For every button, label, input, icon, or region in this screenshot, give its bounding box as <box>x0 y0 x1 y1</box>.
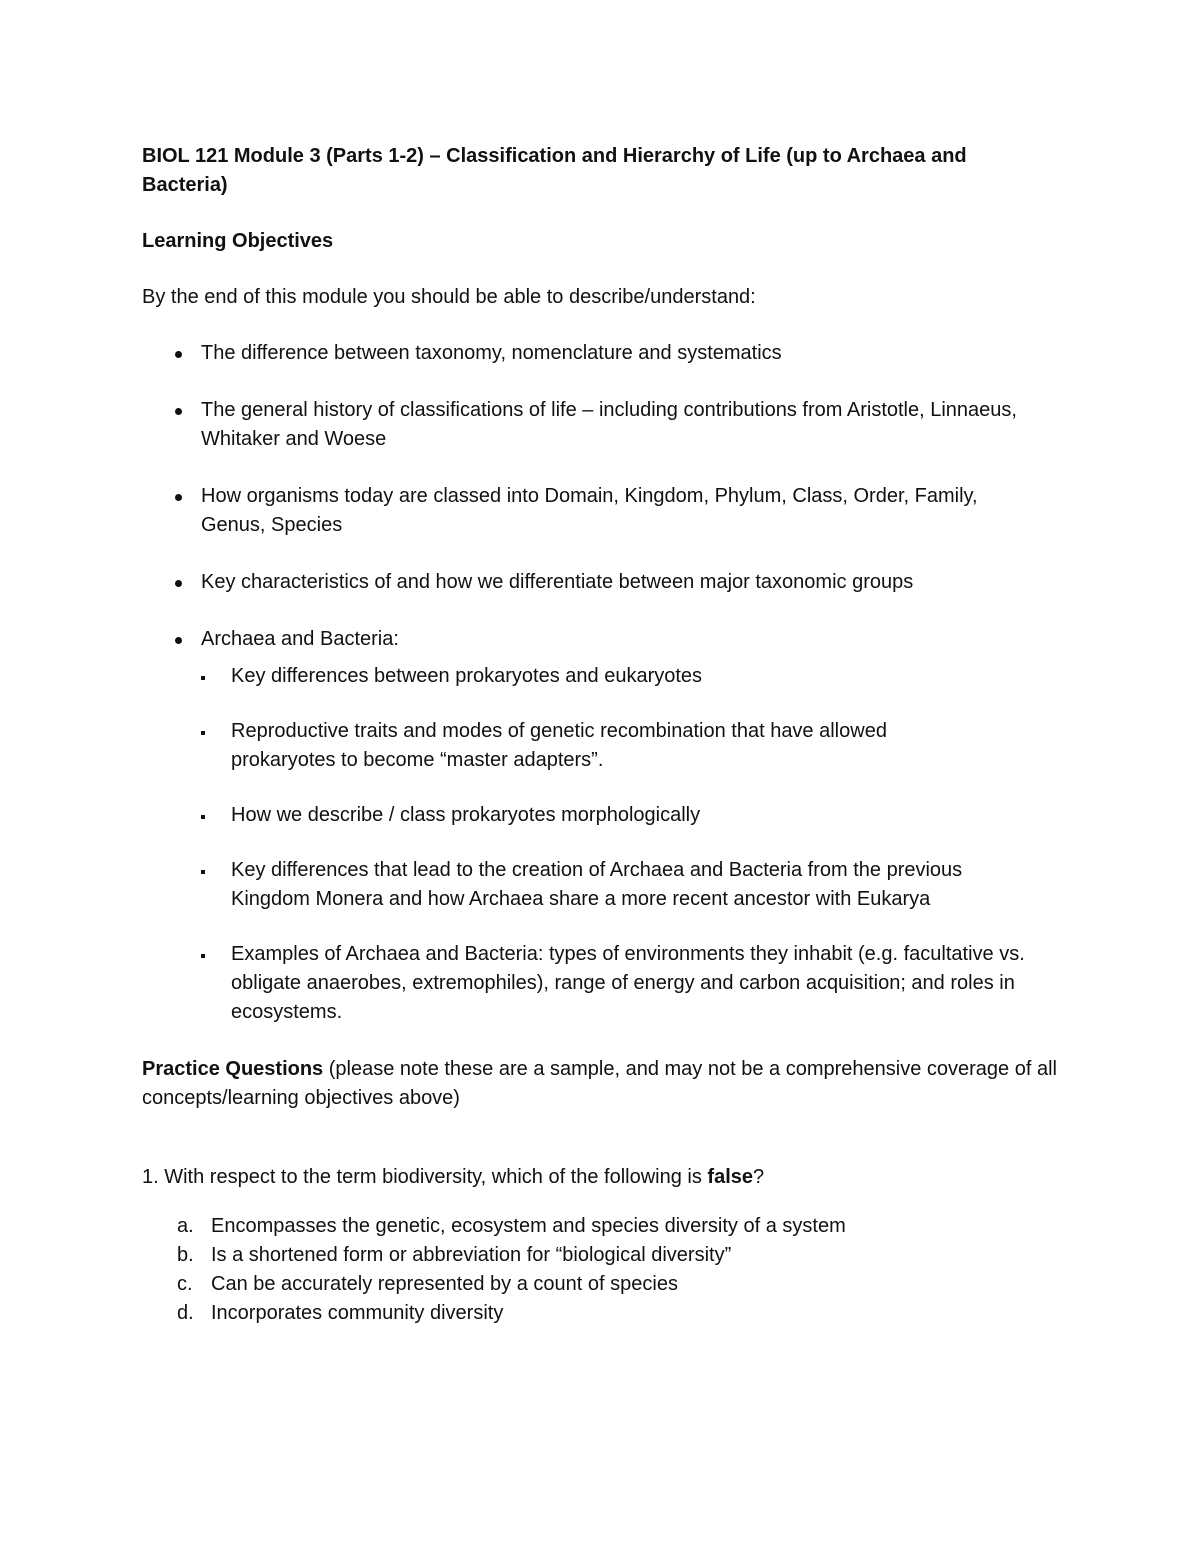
question-1 <box>142 1163 1072 1192</box>
document-page <box>142 142 1072 1328</box>
title-line-1: BIOL 121 Module 3 (Parts 1-2) – Classification and Hierarchy of Life (up to Archaea and <box>142 145 967 167</box>
objectives-list <box>142 339 1072 1027</box>
sub-objective-item <box>201 717 1072 775</box>
objective-item <box>142 625 1072 1027</box>
objective-item <box>142 482 1072 540</box>
objective-text: Key characteristics of and how we differentiate between major taxonomic groups <box>201 571 914 593</box>
square-bullet-icon <box>201 954 205 958</box>
sub-objective-text: Key differences that lead to the creation of Archaea and Bacteria from the previous Kingdom Monera and how Archaea share a more recent ancestor with Eukarya <box>231 859 963 910</box>
bullet-icon <box>175 580 182 587</box>
question-suffix: ? <box>753 1166 765 1188</box>
practice-intro <box>142 1055 1072 1113</box>
answer-letter: c. <box>177 1273 193 1295</box>
answer-list <box>142 1212 1072 1328</box>
sub-objectives-list <box>201 662 1072 1027</box>
document-title <box>142 142 1072 200</box>
objective-text: Archaea and Bacteria: <box>201 628 399 650</box>
answer-option-d <box>142 1299 1072 1328</box>
objective-text: The difference between taxonomy, nomenclature and systematics <box>201 342 782 364</box>
objective-text: How organisms today are classed into Domain, Kingdom, Phylum, Class, Order, Family, Genus, Species <box>201 485 978 536</box>
answer-option-b <box>142 1241 1072 1270</box>
sub-objective-item <box>201 662 1072 691</box>
answer-text: Is a shortened form or abbreviation for “biological diversity” <box>211 1244 732 1266</box>
bullet-icon <box>175 408 182 415</box>
answer-text: Incorporates community diversity <box>211 1302 504 1324</box>
question-prefix: 1. With respect to the term biodiversity, which of the following is <box>142 1166 708 1188</box>
objective-text: The general history of classifications of life – including contributions from Aristotle, Linnaeus, Whitaker and Woese <box>201 399 1017 450</box>
objectives-heading: Learning Objectives <box>142 230 334 252</box>
answer-letter: d. <box>177 1302 194 1324</box>
practice-note: (please note these are a sample, and may not be a comprehensive coverage of all concepts/learning objectives above) <box>142 1058 1057 1109</box>
practice-heading: Practice Questions <box>142 1058 324 1080</box>
answer-text: Encompasses the genetic, ecosystem and species diversity of a system <box>211 1215 846 1237</box>
bullet-icon <box>175 494 182 501</box>
sub-objective-item <box>201 940 1072 1027</box>
answer-text: Can be accurately represented by a count of species <box>211 1273 678 1295</box>
square-bullet-icon <box>201 676 205 680</box>
sub-objective-text: Reproductive traits and modes of genetic recombination that have allowed prokaryotes to become “master adapters”. <box>231 720 887 771</box>
intro-text: By the end of this module you should be able to describe/understand: <box>142 286 756 308</box>
sub-objective-text: Examples of Archaea and Bacteria: types of environments they inhabit (e.g. facultative vs. obligate anaerobes, extremophiles), range of energy and carbon acquisition; and roles in ecosystems. <box>231 943 1025 1023</box>
answer-option-c <box>142 1270 1072 1299</box>
answer-letter: b. <box>177 1244 194 1266</box>
bullet-icon <box>175 351 182 358</box>
sub-objective-text: Key differences between prokaryotes and eukaryotes <box>231 665 703 687</box>
answer-letter: a. <box>177 1215 194 1237</box>
objective-item <box>142 396 1072 454</box>
answer-option-a <box>142 1212 1072 1241</box>
square-bullet-icon <box>201 731 205 735</box>
square-bullet-icon <box>201 870 205 874</box>
square-bullet-icon <box>201 815 205 819</box>
objective-item <box>142 568 1072 597</box>
sub-objective-text: How we describe / class prokaryotes morphologically <box>231 804 701 826</box>
question-emphasis: false <box>707 1166 754 1188</box>
sub-objective-item <box>201 856 1072 914</box>
title-line-2: Bacteria) <box>142 174 228 196</box>
bullet-icon <box>175 637 182 644</box>
objective-item <box>142 339 1072 368</box>
sub-objective-item <box>201 801 1072 830</box>
